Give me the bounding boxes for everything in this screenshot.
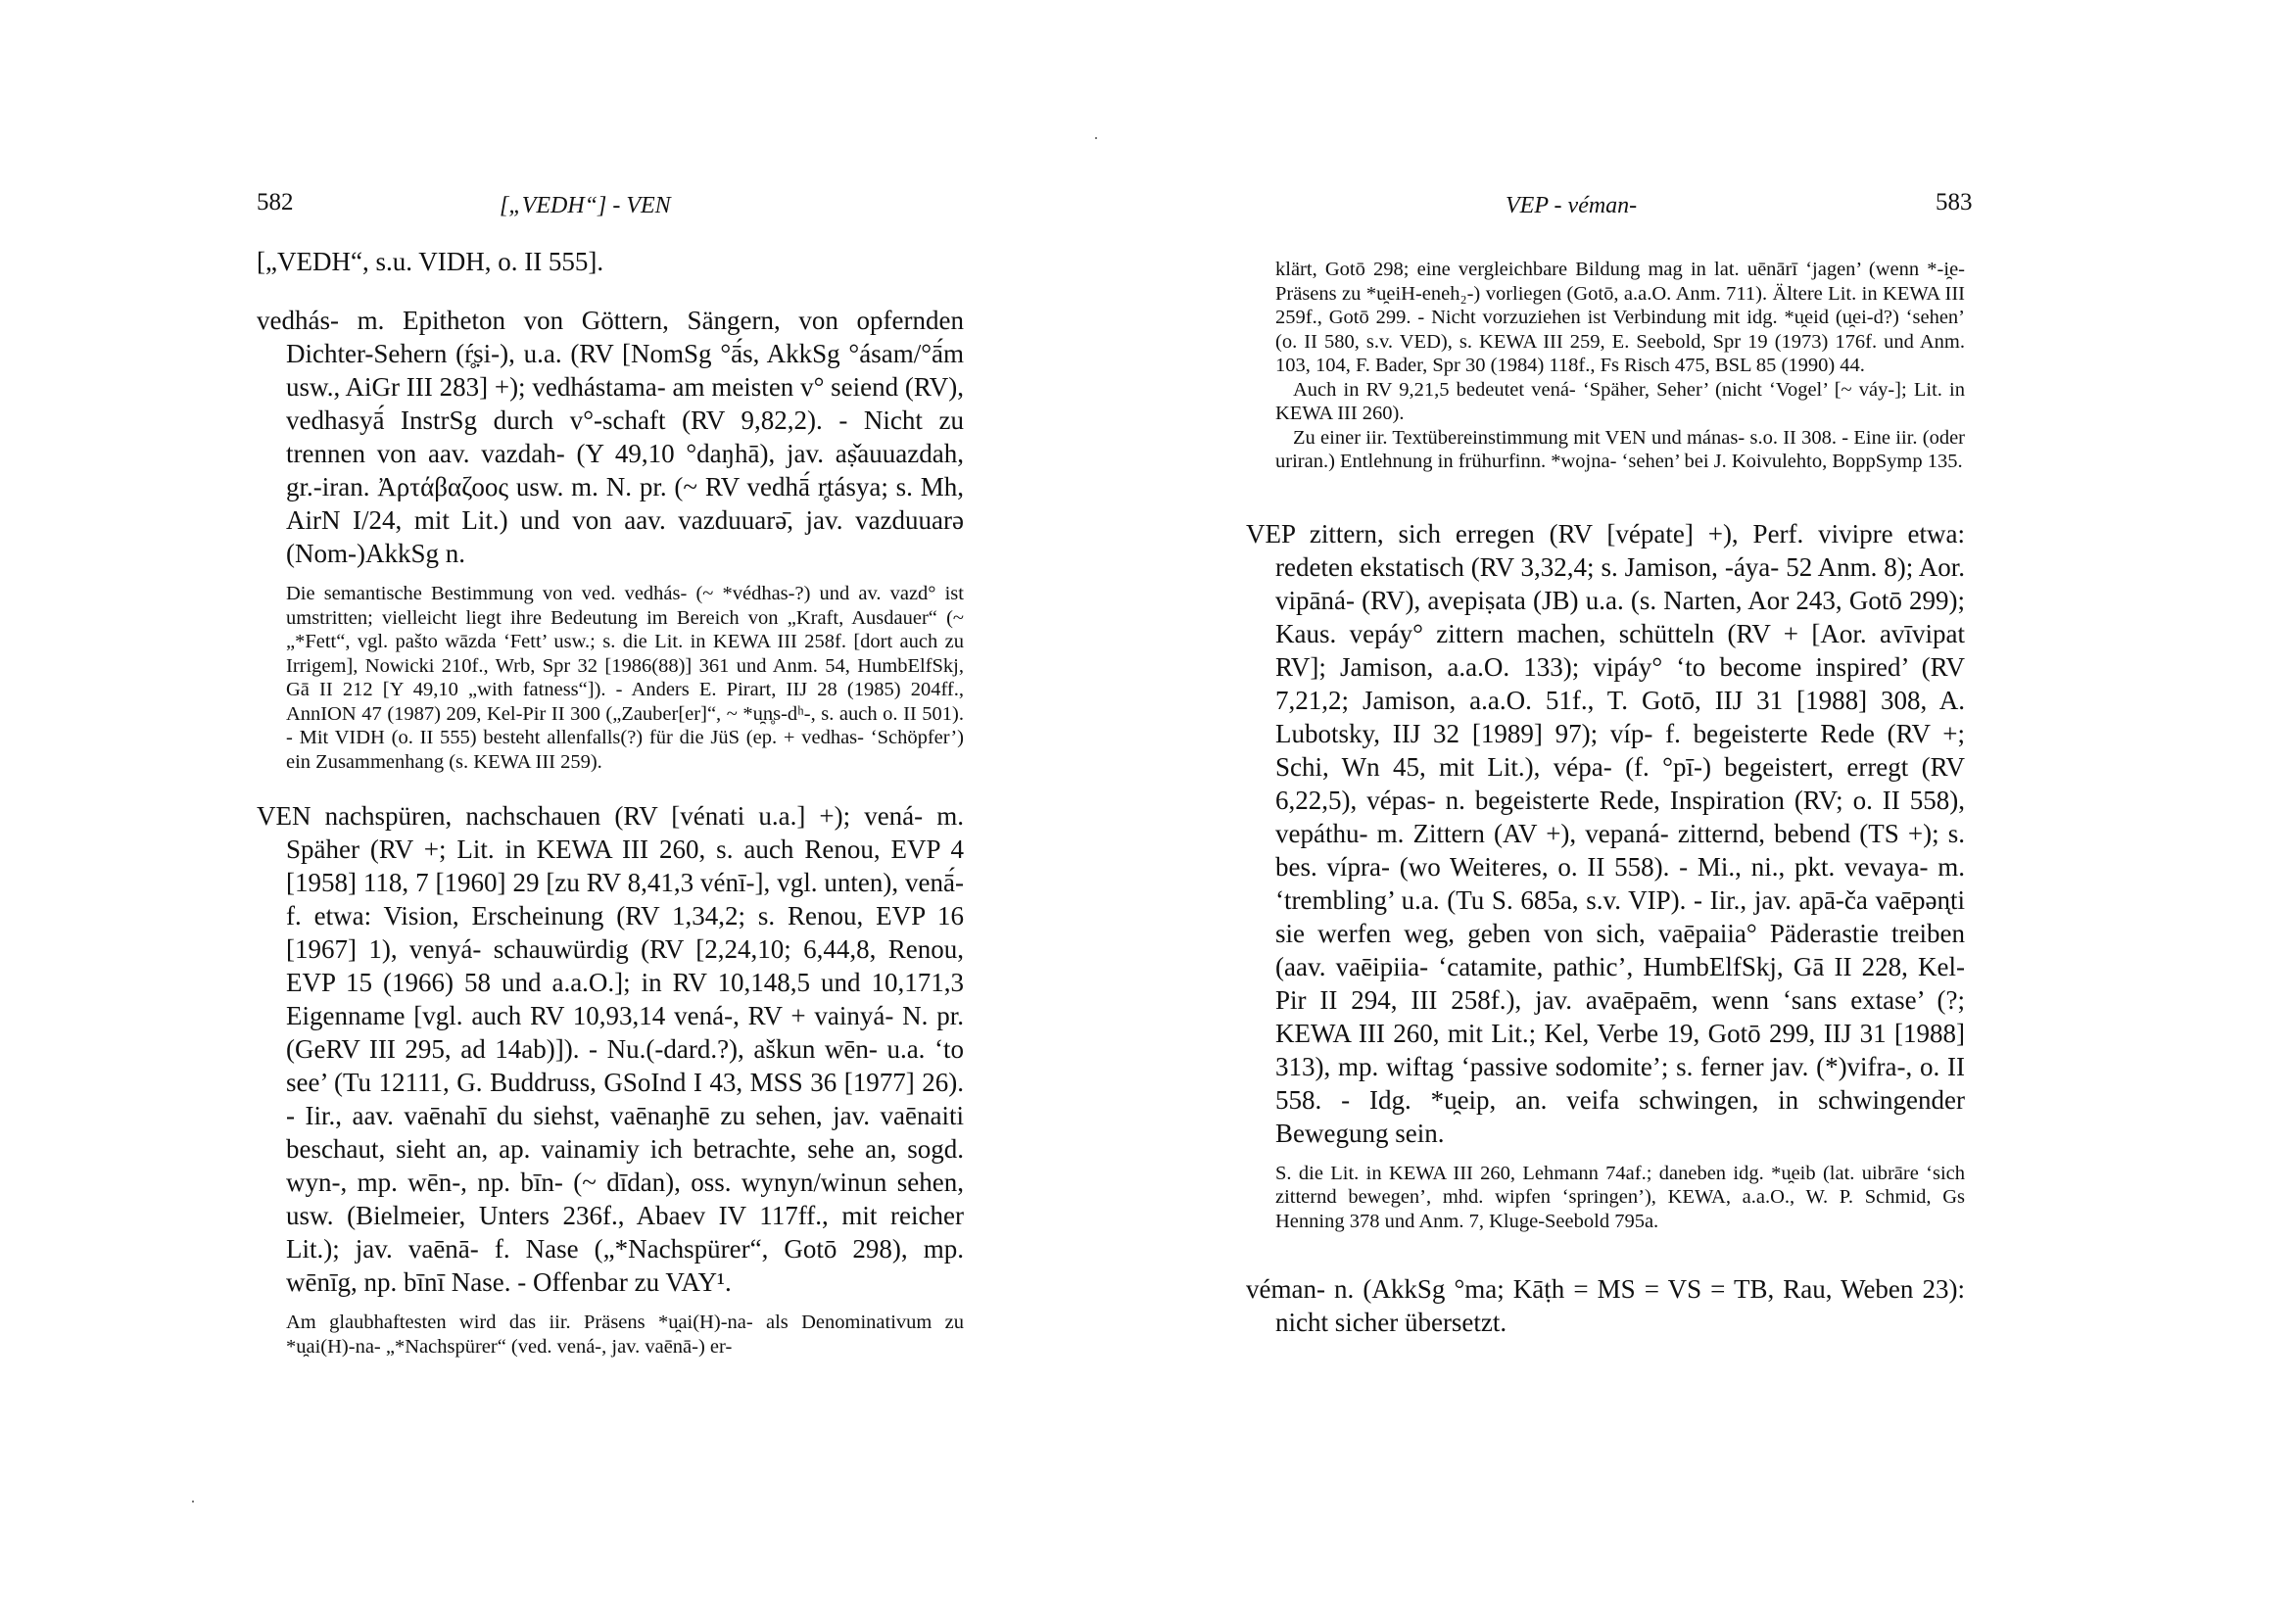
page-number-right: 583 [1936,189,1973,215]
scan-speck [192,1501,194,1503]
right-column [1246,258,1965,1339]
entry-vep: VEP zittern, sich erregen (RV [vépate] +), Perf. vivipre etwa: redeten ekstatisch (RV 3,32,4; s. Jamison, -áya- 52 Anm. 8); Aor. vipāná- (RV), avepiṣata (JB) u.a. (s. Narten, Aor 243, Gotō 299); Kaus. vepáy° zittern machen, schütteln (RV + [Aor. avīvipat RV]; Jamison, a.a.O. 133); vipáy° ‘to become inspired’ (RV 7,21,2; Jamison, a.a.O. 51f., T. Gotō, IIJ 31 [1988] 308, A. Lubotsky, IIJ 32 [1989] 97); víp- f. begeisterte Rede (RV +; Schi, Wn 45, mit Lit.), vépa- (f. °pī-) begeistert, erregt (RV 6,22,5), vépas- n. begeisterte Rede, Inspiration (RV; o. II 558), vepáthu- m. Zittern (AV +), vepaná- zitternd, bebend (TS +); s. bes. vípra- (wo Weiteres, o. II 558). - Mi., ni., pkt. vevaya- m. ‘trembling’ u.a. (Tu S. 685a, s.v. VIP). - Iir., jav. apā-ča vaēpən̨ti sie werfen weg, geben von sich, vaēpaiia° Päderastie treiben (aav. vaēipiia- ‘catamite, pathic’, HumbElfSkj, Gā II 228, Kel-Pir II 294, III 258f.), jav. avaēpaēm, wenn ‘sans extase’ (?; KEWA III 260, mit Lit.; Kel, Verbe 19, Gotō 299, IIJ 31 [1988] 313), mp. wiftag ‘passive sodomite’; s. ferner jav. (*)vifra-, o. II 558. - Idg. *u̯eip, an. veifa schwingen, in schwingender Bewegung sein. [1246,518,1965,1148]
continuation-note-1: klärt, Gotō 298; eine vergleichbare Bildung mag in lat. uēnārī ‘jagen’ (wenn *-i̯e-Präsens zu *u̯eiH-eneh₂-) vorliegen (Gotō, a.a.O. Anm. 711). Ältere Lit. in KEWA III 259f., Gotō 299. - Nicht vorzuziehen ist Verbindung mit idg. *u̯eid (u̯ei-d?) ‘sehen’ (o. II 580, s.v. VED), s. KEWA III 259, E. Seebold, Spr 19 (1973) 176f. und Anm. 103, 104, F. Bader, Spr 30 (1984) 118f., Fs Risch 475, BSL 85 (1990) 44. [1275,259,1965,376]
left-column [257,245,964,1359]
page-number-left: 582 [257,189,294,215]
continuation-note-2: Auch in RV 9,21,5 bedeutet vená- ‘Späher, Seher’ (nicht ‘Vogel’ [~ váy-]; Lit. in KEWA III 260). [1275,378,1965,424]
entry-veman: véman- n. (AkkSg °ma; Kāṭh = MS = VS = TB, Rau, Weben 23): nicht sicher übersetzt. [1246,1274,1965,1337]
running-head-right: VEP - véman- [1506,193,1638,218]
note-ven: Am glaubhaftesten wird das iir. Präsens *u̯ai(H)-na- als Denominativum zu *u̯ai(H)-na- „*Nachspürer“ (ved. vená-, jav. vaēnā-) er- [286,1312,964,1358]
entry-ven: VEN nachspüren, nachschauen (RV [vénati u.a.] +); vená- m. Späher (RV +; Lit. in KEWA III 260, s. auch Renou, EVP 4 [1958] 118, 7 [1960] 29 [zu RV 8,41,3 vénī-], vgl. unten), venā́- f. etwa: Vision, Erscheinung (RV 1,34,2; s. Renou, EVP 16 [1967] 1), venyá- schauwürdig (RV [2,24,10; 6,44,8, Renou, EVP 15 (1966) 58 und a.a.O.]; in RV 10,148,5 und 10,171,3 Eigenname [vgl. auch RV 10,93,14 vená-, RV + vainyá- N. pr. (GeRV III 295, ad 14ab)]). - Nu.(-dard.?), aškun wēn- u.a. ‘to see’ (Tu 12111, G. Buddruss, GSoInd I 43, MSS 36 [1977] 26). - Iir., aav. vaēnahī du siehst, vaēnaŋhē zu sehen, jav. vaēnaiti beschaut, sieht an, ap. vainamiy ich betrachte, sehe an, sogd. wyn-, mp. wēn-, np. bīn- (~ dīdan), oss. wynyn/winun sehen, usw. (Bielmeier, Unters 236f., Abaev IV 117ff., mit reicher Lit.); jav. vaēnā- f. Nase („*Nachspürer“, Gotō 298), mp. wēnīg, np. bīnī Nase. - Offenbar zu VAY¹. [257,801,964,1297]
note-vedhas: Die semantische Bestimmung von ved. vedhás- (~ *védhas-?) und av. vazd° ist umstritten; vielleicht liegt ihre Bedeutung im Bereich von „Kraft, Ausdauer“ (~ „*Fett“, vgl. pašto wāzda ‘Fett’ usw.; s. die Lit. in KEWA III 258f. [dort auch zu Irrigem], Nowicki 210f., Wrb, Spr 32 [1986(88)] 361 und Anm. 54, HumbElfSkj, Gā II 212 [Y 49,10 „with fatness“]). - Anders E. Pirart, IIJ 28 (1985) 204ff., AnnION 47 (1987) 209, Kel-Pir II 300 („Zauber[er]“, ~ *u̯n̥s-dʰ-, s. auch o. II 501). - Mit VIDH (o. II 555) besteht allenfalls(?) für die JüS (ep. + vedhas- ‘Schöpfer’) ein Zusammenhang (s. KEWA III 259). [286,583,964,773]
entry-vedhas: vedhás- m. Epitheton von Göttern, Sängern, von opfernden Dichter-Sehern (ŕ̥ṣi-), u.a. (RV [NomSg °ā́s, AkkSg °ásam/°ā́m usw., AiGr III 283] +); vedhástama- am meisten v° seiend (RV), vedhasyā́ InstrSg durch v°-schaft (RV 9,82,2). - Nicht zu trennen von aav. vazdah- (Y 49,10 °daŋhā), jav. aṣ̌auuazdah, gr.-iran. Ἀρτάβαζοος usw. m. N. pr. (~ RV vedhā́ r̥tásya; s. Mh, AirN I/24, mit Lit.) und von aav. vazduuarə̄, jav. vazduuarə (Nom-)AkkSg n. [257,306,964,568]
running-head-left: [„VEDH“] - VEN [500,193,671,218]
right-page [1148,0,2296,1622]
scan-speck [1095,137,1097,139]
note-vep: S. die Lit. in KEWA III 260, Lehmann 74af.; daneben idg. *u̯eib (lat. uibrāre ‘sich zitternd bewegen’, mhd. wipfen ‘springen’), KEWA, a.a.O., W. P. Schmid, Gs Henning 378 und Anm. 7, Kluge-Seebold 795a. [1275,1162,1965,1232]
continuation-note-3: Zu einer iir. Textübereinstimmung mit VEN und mánas- s.o. II 308. - Eine iir. (oder uriran.) Entlehnung in frühurfinn. *wojna- ‘sehen’ bei J. Koivulehto, BoppSymp 135. [1275,426,1965,472]
vedh-reference: [„VEDH“, s.u. VIDH, o. II 555]. [257,247,604,276]
